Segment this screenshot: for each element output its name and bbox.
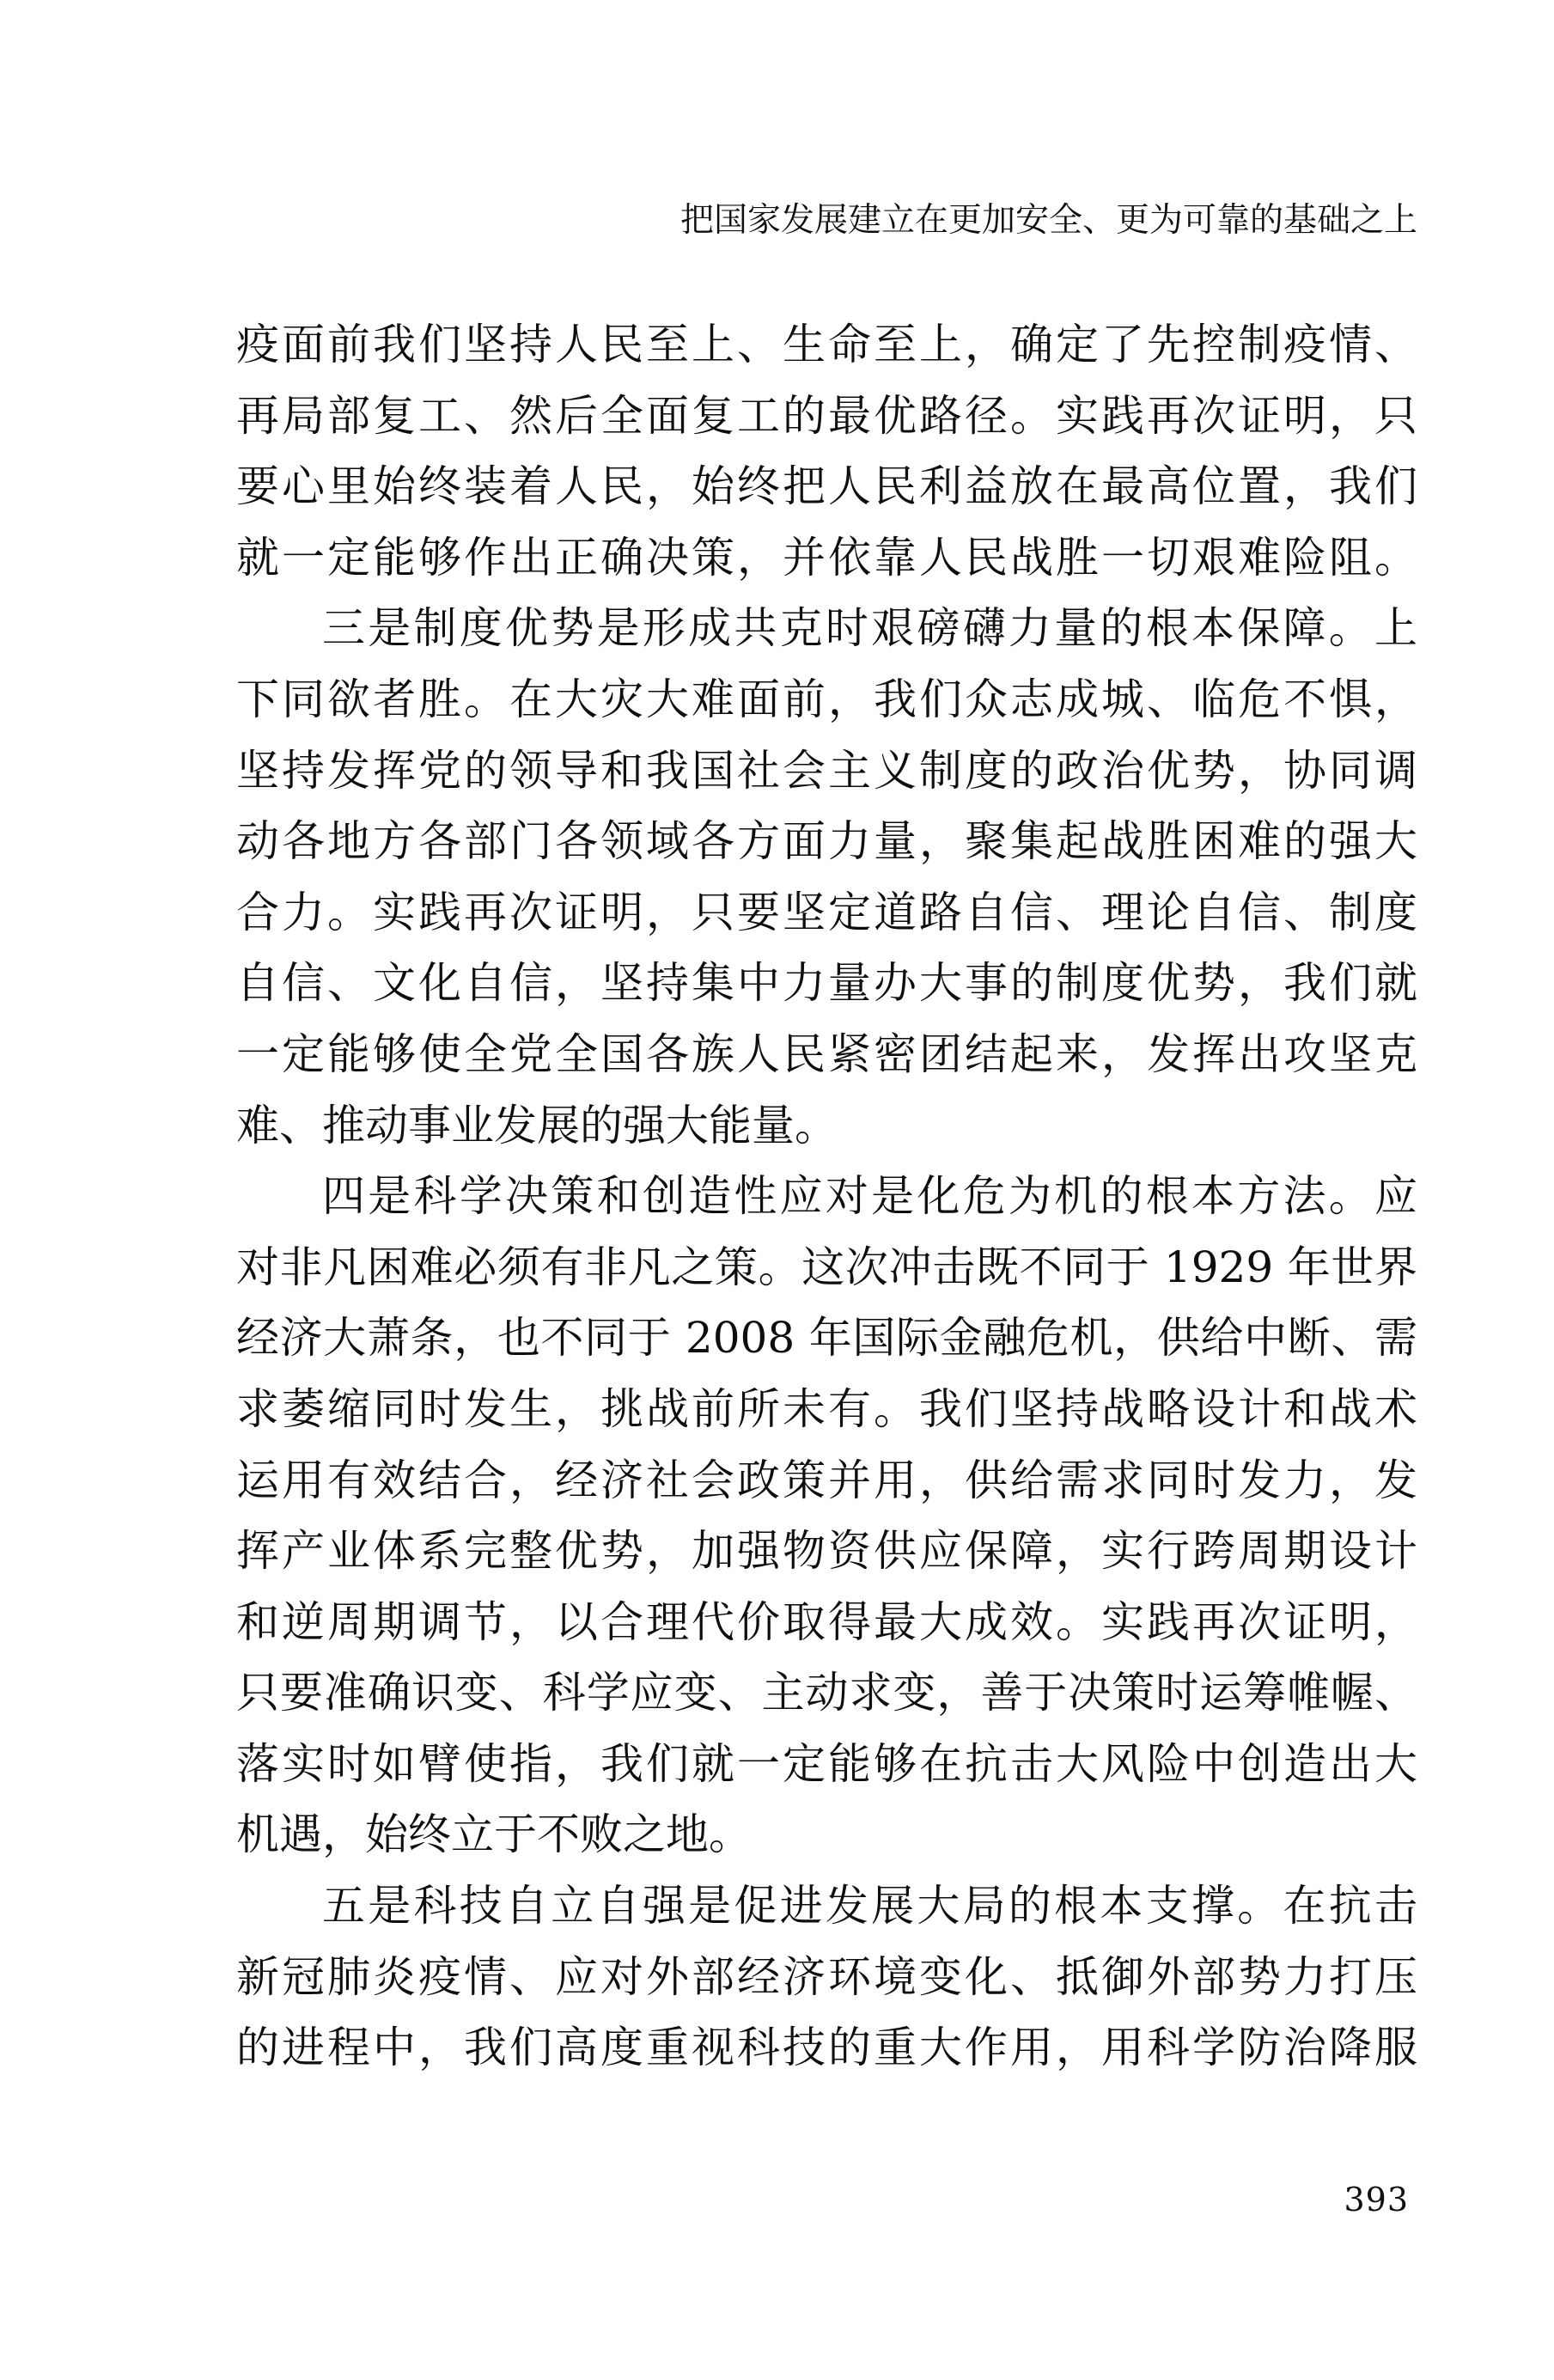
text-line: 和逆周期调节，以合理代价取得最大成效。实践再次证明， (236, 1596, 1417, 1647)
text-line: 自信、文化自信，坚持集中力量办大事的制度优势，我们就 (236, 958, 1417, 1009)
text-line: 合力。实践再次证明，只要坚定道路自信、理论自信、制度 (236, 887, 1417, 937)
text-line: 就一定能够作出正确决策，并依靠人民战胜一切艰难险阻。 (236, 532, 1417, 583)
text-line: 新冠肺炎疫情、应对外部经济环境变化、抵御外部势力打压 (236, 1951, 1417, 2002)
text-line: 对非凡困难必须有非凡之策。这次冲击既不同于 1929 年世界 (236, 1242, 1417, 1292)
text-line: 下同欲者胜。在大灾大难面前，我们众志成城、临危不惧， (236, 674, 1417, 724)
text-line: 五是科技自立自强是促进发展大局的根本支撑。在抗击 (322, 1881, 1417, 1931)
text-line: 经济大萧条，也不同于 2008 年国际金融危机，供给中断、需 (236, 1313, 1417, 1364)
text-line: 四是科学决策和创造性应对是化危为机的根本方法。应 (322, 1171, 1417, 1222)
text-line: 要心里始终装着人民，始终把人民利益放在最高位置，我们 (236, 461, 1417, 512)
text-line: 三是制度优势是形成共克时艰磅礴力量的根本保障。上 (322, 603, 1417, 654)
body-text-block (236, 309, 1417, 2084)
text-line: 落实时如臂使指，我们就一定能够在抗击大风险中创造出大 (236, 1738, 1417, 1789)
running-header: 把国家发展建立在更加安全、更为可靠的基础之上 (679, 201, 1417, 240)
text-line: 求萎缩同时发生，挑战前所未有。我们坚持战略设计和战术 (236, 1383, 1417, 1434)
text-line: 疫面前我们坚持人民至上、生命至上，确定了先控制疫情、 (236, 320, 1417, 369)
text-line: 机遇，始终立于不败之地。 (236, 1809, 752, 1860)
text-line: 一定能够使全党全国各族人民紧密团结起来，发挥出攻坚克 (236, 1028, 1417, 1079)
text-line: 运用有效结合，经济社会政策并用，供给需求同时发力，发 (236, 1455, 1417, 1505)
text-line: 挥产业体系完整优势，加强物资供应保障，实行跨周期设计 (236, 1526, 1417, 1577)
text-line: 再局部复工、然后全面复工的最优路径。实践再次证明，只 (236, 390, 1417, 441)
text-line: 只要准确识变、科学应变、主动求变，善于决策时运筹帷幄、 (236, 1668, 1417, 1718)
page-number: 393 (1344, 2181, 1409, 2218)
text-line: 难、推动事业发展的强大能量。 (236, 1100, 838, 1150)
text-line: 动各地方各部门各领域各方面力量，聚集起战胜困难的强大 (236, 816, 1417, 867)
text-line: 的进程中，我们高度重视科技的重大作用，用科学防治降服 (236, 2023, 1417, 2073)
text-line: 坚持发挥党的领导和我国社会主义制度的政治优势，协同调 (236, 745, 1417, 796)
